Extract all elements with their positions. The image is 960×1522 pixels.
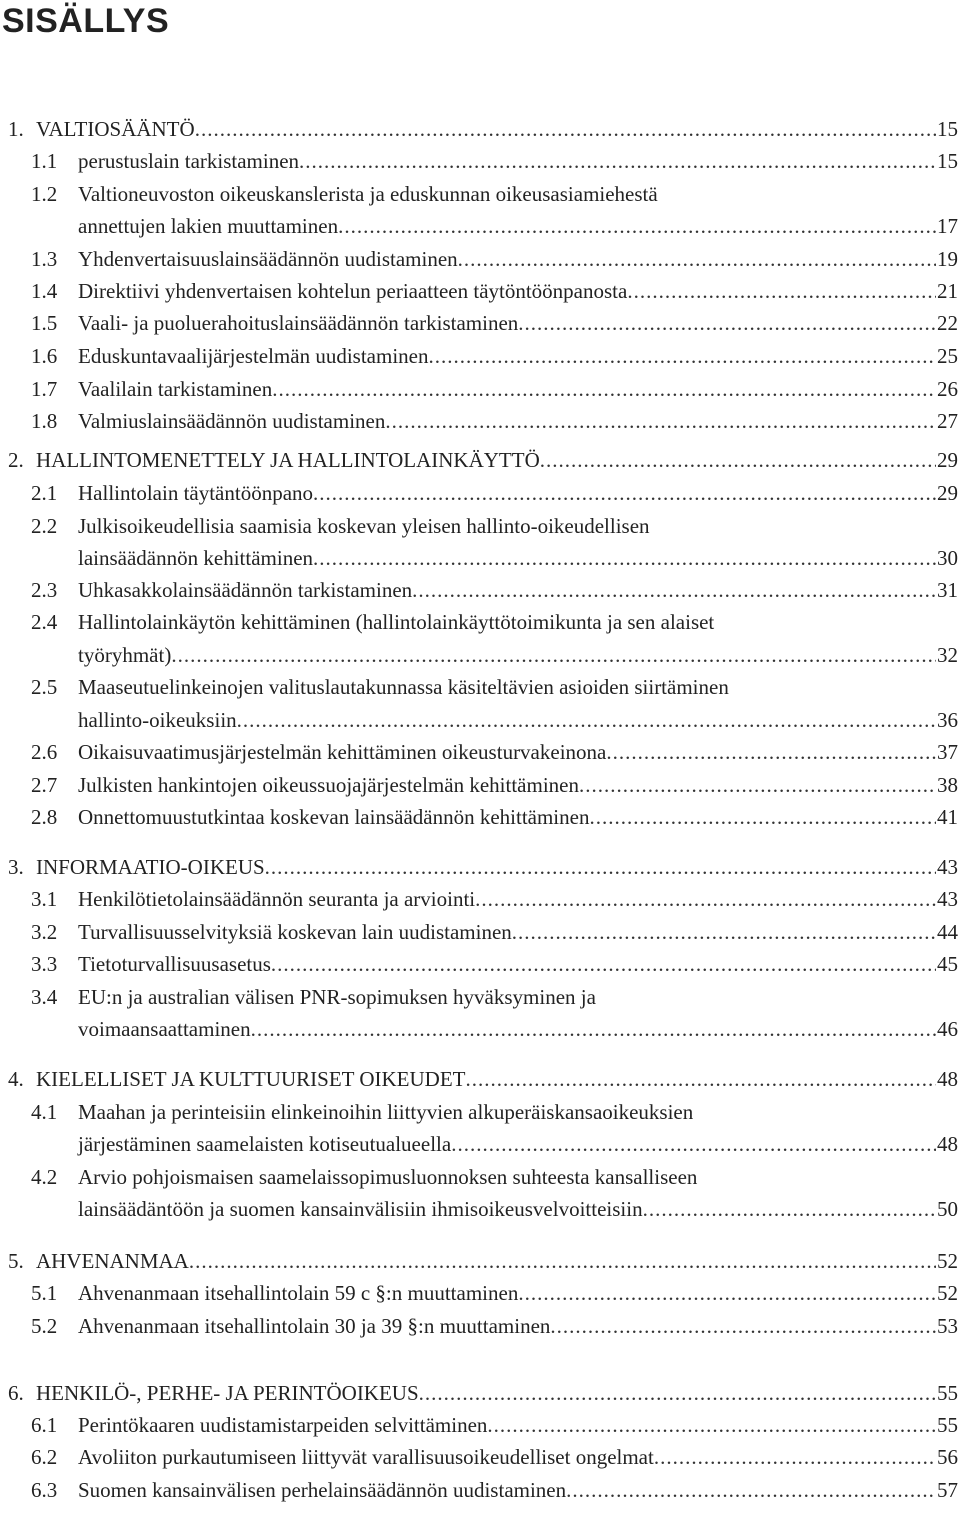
toc-entry-number: 2.1	[31, 481, 58, 505]
toc-entry	[0, 606, 958, 638]
toc-entry	[0, 1441, 958, 1473]
toc-entry	[0, 307, 958, 339]
toc-entry-title: Avoliiton purkautumiseen liittyvät varallisuusoikeudelliset ongelmat	[78, 1445, 654, 1469]
toc-entry-number: 6.2	[31, 1445, 58, 1469]
toc-entry	[0, 373, 958, 405]
toc-entry	[0, 542, 958, 574]
dot-leader	[265, 851, 936, 883]
toc-entry-title: Julkisten hankintojen oikeussuojajärjestelmän kehittäminen	[78, 773, 579, 797]
toc-entry	[0, 1063, 958, 1095]
toc-entry	[0, 639, 958, 671]
toc-entry-page: 43	[937, 887, 958, 911]
toc-entry	[0, 340, 958, 372]
toc-entry-number: 5.1	[31, 1281, 58, 1305]
toc-entry-title: järjestäminen saamelaisten kotiseutualueella	[78, 1132, 452, 1156]
dot-leader	[412, 574, 936, 606]
toc-entry-page: 32	[937, 643, 958, 667]
toc-entry-number: 1.1	[31, 149, 58, 173]
toc-entry-number: 6.	[8, 1381, 24, 1405]
toc-entry-title: Direktiivi yhdenvertaisen kohtelun periaatteen täytöntöönpanosta	[78, 279, 628, 303]
toc-entry-number: 6.3	[31, 1478, 58, 1502]
dot-leader	[606, 736, 936, 768]
toc-entry-page: 15	[937, 149, 958, 173]
toc-entry-page: 36	[937, 708, 958, 732]
toc-entry-number: 1.4	[31, 279, 58, 303]
toc-entry	[0, 243, 958, 275]
dot-leader	[466, 1063, 937, 1095]
toc-entry-page: 37	[937, 740, 958, 764]
toc-entry-number: 5.	[8, 1249, 24, 1273]
toc-entry-title: VALTIOSÄÄNTÖ	[36, 117, 195, 141]
dot-leader	[271, 948, 936, 980]
toc-entry-page: 46	[937, 1017, 958, 1041]
dot-leader	[237, 704, 936, 736]
toc-entry	[0, 1096, 958, 1128]
toc-entry	[0, 1474, 958, 1506]
page-title: SISÄLLYS	[2, 2, 170, 40]
toc-entry-title: Vaalilain tarkistaminen	[78, 377, 273, 401]
dot-leader	[627, 275, 936, 307]
dot-leader	[518, 307, 936, 339]
toc-entry-title: lainsäädäntöön ja suomen kansainvälisiin ihmisoikeusvelvoitteisiin	[78, 1197, 643, 1221]
toc-entry	[0, 1377, 958, 1409]
toc-entry	[0, 574, 958, 606]
toc-entry-number: 1.2	[31, 182, 58, 206]
toc-entry-number: 2.7	[31, 773, 58, 797]
toc-entry-title: Tietoturvallisuusasetus	[78, 952, 271, 976]
dot-leader	[458, 243, 936, 275]
toc-entry-title: lainsäädännön kehittäminen	[78, 546, 314, 570]
toc-entry-title: Perintökaaren uudistamistarpeiden selvittäminen	[78, 1413, 488, 1437]
toc-entry-title: Julkisoikeudellisia saamisia koskevan yleisen hallinto-oikeudellisen	[78, 514, 650, 538]
toc-entry-number: 4.2	[31, 1165, 58, 1189]
toc-entry-page: 21	[937, 279, 958, 303]
toc-entry-page: 27	[937, 409, 958, 433]
toc-entry-title: työryhmät)	[78, 643, 172, 667]
dot-leader	[171, 639, 936, 671]
dot-leader	[189, 1245, 936, 1277]
toc-entry	[0, 275, 958, 307]
toc-entry	[0, 1128, 958, 1160]
dot-leader	[512, 916, 936, 948]
toc-entry-number: 2.8	[31, 805, 58, 829]
toc-entry-number: 1.3	[31, 247, 58, 271]
toc-entry-page: 30	[937, 546, 958, 570]
toc-entry-title: Vaali- ja puoluerahoituslainsäädännön tarkistaminen	[78, 311, 519, 335]
toc-entry-page: 15	[937, 117, 958, 141]
toc-entry-number: 2.2	[31, 514, 58, 538]
dot-leader	[429, 340, 937, 372]
dot-leader	[299, 145, 936, 177]
dot-leader	[518, 1277, 936, 1309]
toc-entry-title: hallinto-oikeuksiin	[78, 708, 237, 732]
toc-entry-number: 1.7	[31, 377, 58, 401]
toc-entry-title: Arvio pohjoismaisen saamelaissopimusluonnoksen suhteesta kansalliseen	[78, 1165, 698, 1189]
toc-entry-page: 43	[937, 855, 958, 879]
toc-entry	[0, 671, 958, 703]
dot-leader	[566, 1474, 936, 1506]
toc-entry-title: Valtioneuvoston oikeuskanslerista ja eduskunnan oikeusasiamiehestä	[78, 182, 658, 206]
dot-leader	[654, 1441, 936, 1473]
toc-entry	[0, 210, 958, 242]
toc-entry-page: 45	[937, 952, 958, 976]
toc-entry-page: 19	[937, 247, 958, 271]
toc-entry-title: Oikaisuvaatimusjärjestelmän kehittäminen oikeusturvakeinona	[78, 740, 607, 764]
toc-entry	[0, 178, 958, 210]
toc-entry-title: annettujen lakien muuttaminen	[78, 214, 339, 238]
toc-entry	[0, 769, 958, 801]
toc-entry-number: 3.3	[31, 952, 58, 976]
toc-entry	[0, 1193, 958, 1225]
dot-leader	[550, 1310, 936, 1342]
toc-entry-page: 25	[937, 344, 958, 368]
toc-entry	[0, 510, 958, 542]
toc-entry-title: HALLINTOMENETTELY JA HALLINTOLAINKÄYTTÖ	[36, 448, 540, 472]
toc-entry-page: 55	[937, 1413, 958, 1437]
toc-entry-title: KIELELLISET JA KULTTUURISET OIKEUDET	[36, 1067, 466, 1091]
toc-entry-number: 2.	[8, 448, 24, 472]
toc-entry	[0, 704, 958, 736]
toc-entry-title: perustuslain tarkistaminen	[78, 149, 300, 173]
toc-entry-title: EU:n ja australian välisen PNR-sopimuksen hyväksyminen ja	[78, 985, 596, 1009]
toc-entry	[0, 801, 958, 833]
toc-entry-page: 22	[937, 311, 958, 335]
toc-entry-number: 1.6	[31, 344, 58, 368]
toc-entry-page: 56	[937, 1445, 958, 1469]
dot-leader	[272, 373, 936, 405]
toc-entry	[0, 736, 958, 768]
toc-entry-number: 6.1	[31, 1413, 58, 1437]
toc-entry	[0, 444, 958, 476]
toc-entry-title: Yhdenvertaisuuslainsäädännön uudistaminen	[78, 247, 458, 271]
toc-entry-page: 52	[937, 1281, 958, 1305]
toc-entry	[0, 113, 958, 145]
toc-entry-number: 1.5	[31, 311, 58, 335]
toc-entry-page: 41	[937, 805, 958, 829]
dot-leader	[419, 1377, 936, 1409]
dot-leader	[540, 444, 936, 476]
dot-leader	[251, 1013, 936, 1045]
toc-entry-title: Henkilötietolainsäädännön seuranta ja arviointi	[78, 887, 476, 911]
toc-entry	[0, 145, 958, 177]
toc-entry-number: 2.3	[31, 578, 58, 602]
toc-entry	[0, 1310, 958, 1342]
toc-entry-title: HENKILÖ-, PERHE- JA PERINTÖOIKEUS	[36, 1381, 419, 1405]
toc-entry-number: 3.1	[31, 887, 58, 911]
toc-entry-title: voimaansaattaminen	[78, 1017, 251, 1041]
toc-entry-number: 2.6	[31, 740, 58, 764]
toc-entry-page: 44	[937, 920, 958, 944]
toc-entry-number: 4.1	[31, 1100, 58, 1124]
toc-entry-page: 48	[937, 1067, 958, 1091]
toc-entry-title: Ahvenanmaan itsehallintolain 59 c §:n muuttaminen	[78, 1281, 519, 1305]
dot-leader	[195, 113, 936, 145]
toc-entry-number: 1.8	[31, 409, 58, 433]
toc-entry	[0, 981, 958, 1013]
dot-leader	[451, 1128, 936, 1160]
toc-entry-title: Maahan ja perinteisiin elinkeinoihin liittyvien alkuperäiskansaoikeuksien	[78, 1100, 694, 1124]
toc-entry-number: 5.2	[31, 1314, 58, 1338]
toc-entry	[0, 1409, 958, 1441]
toc-entry	[0, 1245, 958, 1277]
dot-leader	[487, 1409, 936, 1441]
toc-entry	[0, 916, 958, 948]
toc-entry-page: 31	[937, 578, 958, 602]
toc-entry-title: Onnettomuustutkintaa koskevan lainsäädännön kehittäminen	[78, 805, 590, 829]
dot-leader	[338, 210, 936, 242]
toc-entry-page: 55	[937, 1381, 958, 1405]
toc-entry-number: 3.	[8, 855, 24, 879]
dot-leader	[313, 542, 936, 574]
toc-entry	[0, 883, 958, 915]
toc-entry-title: Eduskuntavaalijärjestelmän uudistaminen	[78, 344, 429, 368]
toc-entry-title: Maaseutuelinkeinojen valituslautakunnassa käsiteltävien asioiden siirtäminen	[78, 675, 729, 699]
toc-entry	[0, 477, 958, 509]
toc-entry-number: 2.5	[31, 675, 58, 699]
dot-leader	[475, 883, 936, 915]
toc-entry-page: 50	[937, 1197, 958, 1221]
dot-leader	[579, 769, 936, 801]
toc-entry	[0, 1161, 958, 1193]
toc-entry-page: 48	[937, 1132, 958, 1156]
toc-entry	[0, 405, 958, 437]
toc-entry-number: 3.4	[31, 985, 58, 1009]
toc-entry-number: 3.2	[31, 920, 58, 944]
toc-entry	[0, 851, 958, 883]
toc-entry-title: Hallintolainkäytön kehittäminen (hallintolainkäyttötoimikunta ja sen alaiset	[78, 610, 715, 634]
toc-entry-title: Hallintolain täytäntöönpano	[78, 481, 314, 505]
toc-entry-page: 53	[937, 1314, 958, 1338]
toc-entry-page: 29	[937, 448, 958, 472]
toc-entry-number: 2.4	[31, 610, 58, 634]
toc-entry-title: Suomen kansainvälisen perhelainsäädännön uudistaminen	[78, 1478, 567, 1502]
toc-entry	[0, 1277, 958, 1309]
toc-entry-title: Turvallisuusselvityksiä koskevan lain uudistaminen	[78, 920, 512, 944]
toc-entry-page: 17	[937, 214, 958, 238]
toc-entry-page: 52	[937, 1249, 958, 1273]
toc-entry-title: Uhkasakkolainsäädännön tarkistaminen	[78, 578, 413, 602]
toc-entry	[0, 948, 958, 980]
toc-entry-number: 4.	[8, 1067, 24, 1091]
toc-entry-page: 38	[937, 773, 958, 797]
toc-entry-title: AHVENANMAA	[36, 1249, 189, 1273]
toc-entry-number: 1.	[8, 117, 24, 141]
toc-entry-page: 26	[937, 377, 958, 401]
toc-entry-page: 29	[937, 481, 958, 505]
dot-leader	[643, 1193, 936, 1225]
toc-entry-title: Ahvenanmaan itsehallintolain 30 ja 39 §:n muuttaminen	[78, 1314, 551, 1338]
dot-leader	[385, 405, 936, 437]
toc-entry-page: 57	[937, 1478, 958, 1502]
toc-entry	[0, 1013, 958, 1045]
dot-leader	[313, 477, 936, 509]
dot-leader	[589, 801, 936, 833]
toc-entry-title: Valmiuslainsäädännön uudistaminen	[78, 409, 386, 433]
toc-entry-title: INFORMAATIO-OIKEUS	[36, 855, 265, 879]
